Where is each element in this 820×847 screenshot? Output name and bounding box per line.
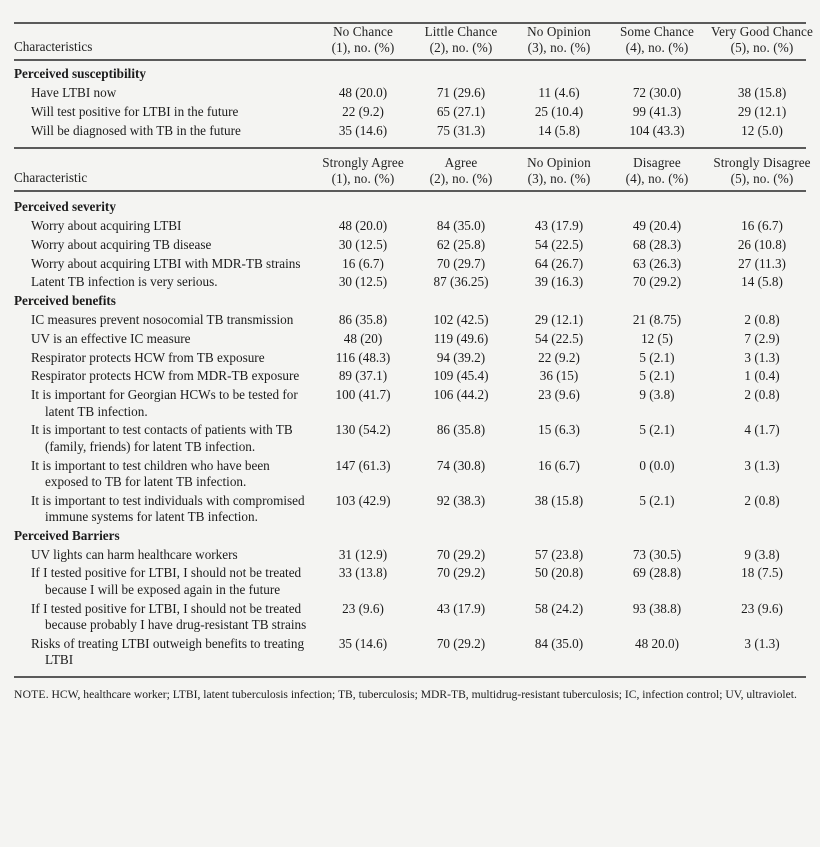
row-label — [14, 564, 314, 599]
row-label-text: Worry about acquiring LTBI — [31, 218, 182, 234]
row-label — [14, 421, 314, 456]
row-value: 64 (26.7) — [534, 255, 584, 271]
table-row — [14, 599, 818, 634]
row-label-text: It is important for Georgian HCWs to be tested for latent TB infection. — [31, 387, 298, 419]
row-value: 11 (4.6) — [538, 84, 580, 100]
row-value: 23 (9.6) — [741, 600, 783, 616]
column-header-no-opinion-1-sub: (3), no. (%) — [527, 39, 591, 55]
column-header-some-chance-sub: (4), no. (%) — [625, 39, 689, 55]
column-header-no-chance-sub: (1), no. (%) — [331, 39, 395, 55]
row-value: 86 (35.8) — [436, 422, 486, 438]
row-value: 30 (12.5) — [338, 274, 388, 290]
row-label-text: IC measures prevent nosocomial TB transmission — [31, 312, 294, 327]
row-value: 49 (20.4) — [632, 218, 682, 234]
row-value: 25 (10.4) — [534, 103, 584, 119]
table-head-block-1 — [14, 24, 818, 57]
column-header-agree-title: Agree — [444, 155, 478, 171]
table-row — [14, 421, 818, 456]
row-label-text: UV lights can harm healthcare workers — [31, 546, 238, 562]
column-header-very-good-chance-title: Very Good Chance — [711, 24, 813, 39]
row-value: 72 (30.0) — [632, 84, 682, 100]
row-value: 73 (30.5) — [632, 546, 682, 562]
row-value: 70 (29.2) — [632, 274, 682, 290]
table-row — [14, 84, 818, 103]
row-value: 31 (12.9) — [338, 546, 388, 562]
row-value: 57 (23.8) — [534, 546, 584, 562]
column-header-strongly-agree — [314, 155, 412, 188]
row-label — [14, 254, 314, 273]
column-header-strongly-agree-sub: (1), no. (%) — [331, 170, 395, 186]
row-label — [14, 84, 314, 103]
row-label-text: If I tested positive for LTBI, I should not be treated because probably I have drug-resistant TB strains — [31, 600, 307, 633]
row-value: 65 (27.1) — [436, 103, 486, 119]
row-label-text: Will be diagnosed with TB in the future — [31, 122, 241, 138]
row-label — [14, 330, 314, 349]
column-header-strongly-disagree — [706, 155, 818, 188]
column-header-disagree — [608, 155, 706, 188]
section-title-perceived-barriers: Perceived Barriers — [14, 527, 120, 543]
row-value: 22 (9.2) — [342, 103, 384, 119]
table-row — [14, 103, 818, 122]
column-header-no-chance — [314, 24, 412, 57]
row-value: 23 (9.6) — [342, 600, 384, 616]
row-value: 38 (15.8) — [534, 492, 584, 508]
column-header-no-chance-title: No Chance — [333, 24, 393, 39]
table-row — [14, 217, 818, 236]
row-value: 26 (10.8) — [737, 236, 787, 252]
column-header-strongly-disagree-title: Strongly Disagree — [713, 155, 811, 171]
row-value: 36 (15) — [539, 368, 579, 384]
table-note — [14, 678, 806, 703]
row-value: 14 (5.8) — [741, 274, 783, 290]
header-rule-block-2 — [14, 190, 806, 192]
row-value: 9 (3.8) — [639, 387, 675, 403]
column-header-no-opinion-1-title: No Opinion — [527, 24, 591, 39]
row-label-text: UV is an effective IC measure — [31, 330, 191, 346]
column-header-some-chance — [608, 24, 706, 57]
table-row — [14, 564, 818, 599]
row-label — [14, 492, 314, 527]
row-value: 35 (14.6) — [338, 122, 388, 138]
row-label — [14, 103, 314, 122]
table-row — [14, 456, 818, 491]
row-label — [14, 386, 314, 421]
row-label-text: It is important to test individuals with compromised immune systems for latent TB infection. — [31, 492, 305, 525]
row-value: 27 (11.3) — [738, 255, 786, 271]
column-header-little-chance-sub: (2), no. (%) — [429, 39, 493, 55]
row-label-text: It is important to test contacts of patients with TB (family, friends) for latent TB infection. — [31, 422, 293, 454]
row-value: 5 (2.1) — [639, 492, 675, 508]
row-value: 12 (5) — [641, 330, 673, 346]
row-label — [14, 273, 314, 292]
section-header-row — [14, 65, 818, 84]
row-value: 94 (39.2) — [436, 349, 486, 365]
row-value: 54 (22.5) — [534, 330, 584, 346]
table-row — [14, 254, 818, 273]
row-value: 18 (7.5) — [741, 565, 783, 581]
row-value: 100 (41.7) — [335, 387, 391, 403]
row-value: 9 (3.8) — [744, 546, 780, 562]
table-row — [14, 121, 818, 140]
row-value: 43 (17.9) — [534, 218, 584, 234]
row-label-text: Risks of treating LTBI outweigh benefits to treating LTBI — [31, 635, 305, 668]
table-block-agreement — [14, 155, 818, 188]
row-value: 3 (1.3) — [744, 457, 780, 473]
row-value: 2 (0.8) — [744, 387, 780, 403]
row-value: 30 (12.5) — [338, 236, 388, 252]
row-label-text: Have LTBI now — [31, 84, 117, 100]
row-value: 62 (25.8) — [436, 236, 486, 252]
row-value: 2 (0.8) — [744, 312, 780, 327]
row-value: 84 (35.0) — [436, 218, 486, 234]
row-label-text: Latent TB infection is very serious. — [31, 274, 218, 290]
table-row — [14, 545, 818, 564]
row-label — [14, 311, 314, 330]
column-header-little-chance — [412, 24, 510, 57]
row-value: 16 (6.7) — [342, 255, 384, 271]
column-header-little-chance-title: Little Chance — [424, 24, 498, 39]
row-label-text: It is important to test children who have been exposed to TB for latent TB infection. — [31, 457, 270, 489]
row-value: 84 (35.0) — [534, 635, 584, 651]
row-value: 71 (29.6) — [436, 84, 486, 100]
row-label — [14, 545, 314, 564]
row-value: 23 (9.6) — [538, 387, 580, 403]
row-value: 106 (44.2) — [433, 387, 489, 403]
column-header-very-good-chance-sub: (5), no. (%) — [730, 39, 794, 55]
row-value: 3 (1.3) — [744, 349, 780, 365]
row-value: 15 (6.3) — [538, 422, 580, 438]
row-value: 33 (13.8) — [338, 565, 388, 581]
table-row — [14, 330, 818, 349]
row-value: 70 (29.2) — [436, 565, 486, 581]
row-value: 38 (15.8) — [737, 84, 787, 100]
block-separator-rule — [14, 147, 806, 149]
table-row — [14, 236, 818, 255]
column-header-agree — [412, 155, 510, 188]
row-value: 89 (37.1) — [338, 368, 388, 384]
row-value: 29 (12.1) — [534, 312, 584, 327]
row-value: 3 (1.3) — [744, 635, 780, 651]
row-label — [14, 236, 314, 255]
row-label-text: Will test positive for LTBI in the future — [31, 103, 239, 119]
table-block-susceptibility — [14, 24, 818, 57]
column-header-characteristics: Characteristics — [14, 39, 93, 54]
table-note-text: . HCW, healthcare worker; LTBI, latent tuberculosis infection; TB, tuberculosis; MDR-TB, multidrug-resistant tuberculosis; IC, infection control; UV, ultraviolet. — [45, 687, 797, 701]
row-value: 48 (20.0) — [338, 218, 388, 234]
row-value: 92 (38.3) — [436, 492, 486, 508]
row-value: 102 (42.5) — [433, 312, 489, 327]
row-value: 119 (49.6) — [433, 330, 489, 346]
row-label-text: Respirator protects HCW from TB exposure — [31, 349, 265, 365]
column-header-very-good-chance — [706, 24, 818, 57]
row-value: 109 (45.4) — [433, 368, 489, 384]
row-label — [14, 217, 314, 236]
table-row — [14, 273, 818, 292]
column-header-strongly-disagree-sub: (5), no. (%) — [730, 170, 794, 186]
table-note-label: NOTE — [14, 687, 46, 701]
row-value: 16 (6.7) — [538, 457, 580, 473]
row-value: 48 20.0) — [635, 635, 679, 651]
header-rule-block-1 — [14, 59, 806, 61]
statistical-table-figure — [0, 22, 820, 847]
row-label — [14, 635, 314, 670]
row-value: 69 (28.8) — [632, 565, 682, 581]
table-row — [14, 635, 818, 670]
column-header-characteristic: Characteristic — [14, 170, 88, 186]
row-value: 104 (43.3) — [629, 122, 685, 138]
column-header-no-opinion-2-sub: (3), no. (%) — [527, 170, 591, 186]
column-header-no-opinion-2 — [510, 155, 608, 188]
row-value: 70 (29.2) — [436, 546, 486, 562]
row-value: 93 (38.8) — [632, 600, 682, 616]
row-value: 0 (0.0) — [639, 457, 675, 473]
column-header-disagree-title: Disagree — [633, 155, 681, 171]
row-value: 68 (28.3) — [632, 236, 682, 252]
row-value: 75 (31.3) — [436, 122, 486, 138]
row-value: 5 (2.1) — [639, 368, 675, 384]
row-label — [14, 599, 314, 634]
row-value: 86 (35.8) — [338, 312, 388, 327]
row-value: 147 (61.3) — [335, 457, 391, 473]
table-body-block-2 — [14, 198, 818, 670]
row-value: 21 (8.75) — [632, 312, 682, 327]
row-label-text: If I tested positive for LTBI, I should not be treated because I will be exposed again in the future — [31, 565, 302, 597]
row-value: 14 (5.8) — [538, 122, 580, 138]
row-label — [14, 348, 314, 367]
row-value: 1 (0.4) — [744, 368, 780, 384]
section-title-perceived-benefits: Perceived benefits — [14, 293, 116, 309]
table-row — [14, 386, 818, 421]
section-header-row — [14, 527, 818, 546]
row-value: 103 (42.9) — [335, 492, 391, 508]
row-value: 74 (30.8) — [436, 457, 486, 473]
header-row-1 — [14, 24, 818, 57]
table-row — [14, 492, 818, 527]
section-header-row — [14, 292, 818, 311]
row-value: 5 (2.1) — [639, 349, 675, 365]
row-value: 16 (6.7) — [741, 218, 783, 234]
header-row-2 — [14, 155, 818, 188]
row-label-text: Worry about acquiring TB disease — [31, 236, 212, 252]
row-value: 5 (2.1) — [639, 422, 675, 438]
table-row — [14, 367, 818, 386]
column-header-no-opinion-2-title: No Opinion — [527, 155, 591, 171]
row-label — [14, 456, 314, 491]
row-value: 70 (29.2) — [436, 635, 486, 651]
row-value: 87 (36.25) — [433, 274, 489, 290]
table-row — [14, 348, 818, 367]
row-value: 130 (54.2) — [335, 422, 391, 438]
row-value: 63 (26.3) — [632, 255, 682, 271]
section-header-row — [14, 198, 818, 217]
row-value: 12 (5.0) — [741, 122, 783, 138]
row-value: 116 (48.3) — [335, 349, 391, 365]
row-value: 50 (20.8) — [534, 565, 584, 581]
column-header-agree-sub: (2), no. (%) — [429, 170, 493, 186]
row-label-text: Respirator protects HCW from MDR-TB exposure — [31, 368, 300, 384]
row-value: 58 (24.2) — [534, 600, 584, 616]
row-label-text: Worry about acquiring LTBI with MDR-TB strains — [31, 255, 301, 271]
row-value: 54 (22.5) — [534, 236, 584, 252]
table-row — [14, 311, 818, 330]
row-value: 39 (16.3) — [534, 274, 584, 290]
column-header-disagree-sub: (4), no. (%) — [625, 170, 689, 186]
row-value: 22 (9.2) — [538, 349, 580, 365]
row-label — [14, 121, 314, 140]
row-value: 43 (17.9) — [436, 600, 486, 616]
column-header-some-chance-title: Some Chance — [620, 24, 694, 39]
table-body-block-1 — [14, 65, 818, 140]
section-title-perceived-severity: Perceived severity — [14, 199, 116, 215]
column-header-no-opinion-1 — [510, 24, 608, 57]
row-value: 29 (12.1) — [737, 103, 787, 119]
row-value: 4 (1.7) — [744, 422, 780, 438]
row-value: 99 (41.3) — [632, 103, 682, 119]
table-head-block-2 — [14, 155, 818, 188]
column-header-strongly-agree-title: Strongly Agree — [322, 155, 404, 171]
row-value: 7 (2.9) — [744, 330, 780, 346]
row-value: 35 (14.6) — [338, 635, 388, 651]
row-value: 70 (29.7) — [436, 255, 486, 271]
row-value: 48 (20) — [343, 330, 383, 346]
section-title-perceived-susceptibility: Perceived susceptibility — [14, 66, 146, 82]
row-label — [14, 367, 314, 386]
row-value: 48 (20.0) — [338, 84, 388, 100]
row-value: 2 (0.8) — [744, 492, 780, 508]
